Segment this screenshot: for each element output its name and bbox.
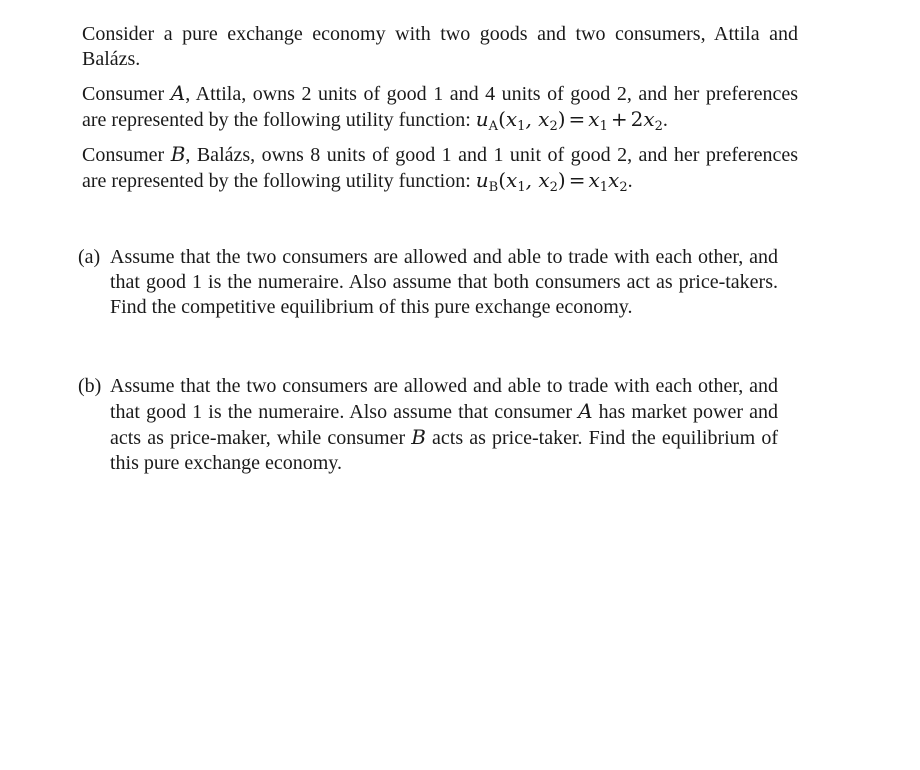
consumer-a-symbol: A (170, 81, 186, 105)
utility-b-formula: $u_B(x_1$, $x_2) = x_1x_2$ (475, 168, 628, 195)
consumer-b-text-before: Consumer (82, 144, 171, 166)
intro-paragraph: Consider a pure exchange economy with two goods and two consumers, Attila and Balázs. (82, 23, 798, 70)
utility-a-formula: $u_A(x_1$, $x_2) = x_1 + 2x_2$ (475, 107, 663, 134)
consumer-b-symbol: B (170, 142, 186, 166)
consumer-a-text-after: , Attila, owns 2 units of good 1 and 4 units of good 2, and her preferences are represented by the following utility function: (82, 83, 799, 131)
question-b-label: (b) (78, 375, 102, 397)
question-a (78, 245, 778, 320)
problem-statement (82, 22, 798, 203)
question-b-text-3: acts as price-taker. Find the equilibrium of this pure exchange economy. (110, 427, 778, 474)
question-b-symbol-a: A (578, 399, 593, 423)
question-a-label: (a) (78, 246, 101, 268)
consumer-b-text-after: , Balázs, owns 8 units of good 1 and 1 unit of good 2, and her preferences are represented by the following utility function: (82, 144, 799, 192)
consumer-a-text-before: Consumer (82, 83, 171, 105)
consumer-b-end: . (627, 170, 633, 192)
question-b-symbol-b: B (411, 425, 426, 449)
consumer-a-end: . (662, 109, 668, 131)
consumer-a-paragraph (82, 81, 798, 133)
question-b-text-1: Assume that the two consumers are allowed and able to trade with each other, and that good 1 is the numeraire. Also assume that consumer (110, 375, 778, 423)
question-b-text (110, 374, 778, 476)
question-a-text: Assume that the two consumers are allowed and able to trade with each other, and that good 1 is the numeraire. Also assume that both consumers act as price-takers. Find the competitive equilibrium of this pure exchange economy. (110, 246, 778, 318)
question-b-text-2: has market power and acts as price-maker, while consumer (110, 401, 778, 449)
question-b (78, 374, 778, 476)
consumer-b-paragraph (82, 142, 798, 194)
